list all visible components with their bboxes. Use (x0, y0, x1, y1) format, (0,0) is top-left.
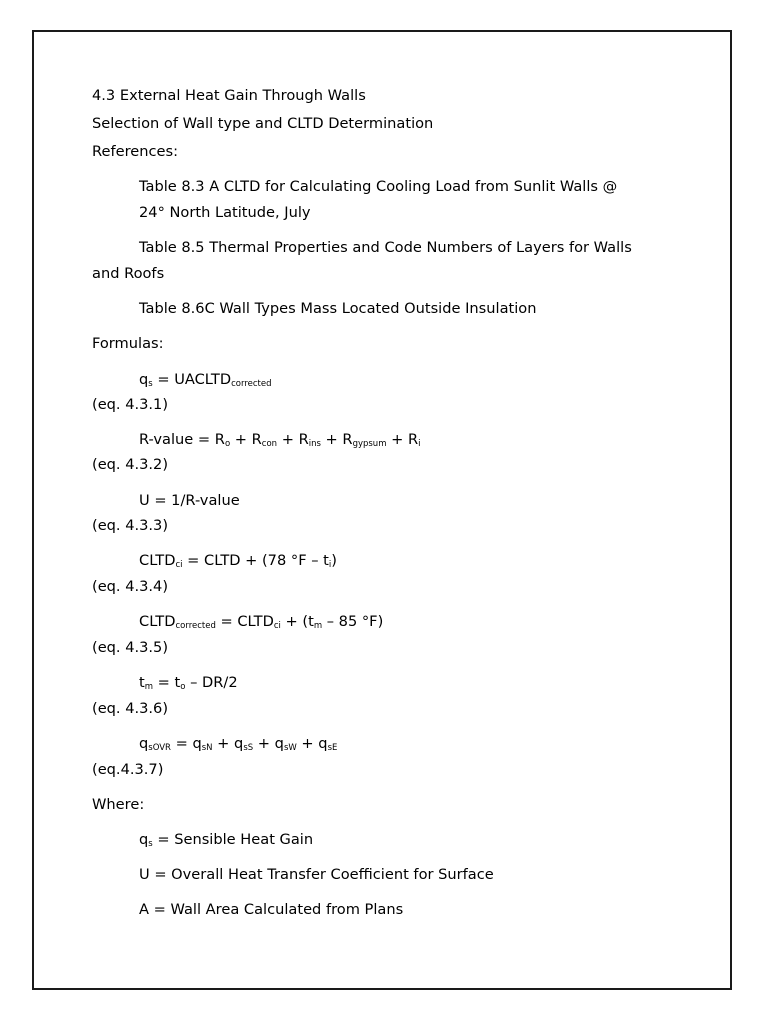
reference-1-line-1: Table 8.3 A CLTD for Calculating Cooling Load from Sunlit Walls @ (139, 178, 618, 195)
equation-4-3-7: $q_{sOVR} = q_{sN} + q_{sS} + q_{sW} + q_{sE}$ (139, 735, 338, 753)
equation-4-3-6: $t_m = t_o - DR/2$ (139, 674, 238, 692)
definition-u: U = Overall Heat Transfer Coefficient for Surface (139, 866, 494, 883)
equation-4-3-5: $CLTD_{corrected}$ = $CLTD_{ci} + (t_m - 85$ °F) (139, 613, 384, 631)
section-heading: 4.3 External Heat Gain Through Walls (92, 87, 366, 104)
equation-label-4-3-4: (eq. 4.3.4) (92, 578, 169, 595)
equation-label-4-3-2: (eq. 4.3.2) (92, 456, 169, 473)
page-border (32, 30, 732, 990)
reference-3: Table 8.6C Wall Types Mass Located Outside Insulation (139, 300, 537, 317)
equation-4-3-2: R-value = $R_o + R_{con} + R_{ins} + R_{gypsum} + R_i$ (139, 431, 421, 449)
equation-label-4-3-6: (eq. 4.3.6) (92, 700, 169, 717)
equation-label-4-3-5: (eq. 4.3.5) (92, 639, 169, 656)
reference-1-line-2: 24° North Latitude, July (139, 204, 311, 221)
formulas-label: Formulas: (92, 335, 164, 352)
equation-label-4-3-1: (eq. 4.3.1) (92, 396, 169, 413)
equation-4-3-1: $q_s$ = $UACLTD_{corrected}$ (139, 371, 272, 389)
definition-a: A = Wall Area Calculated from Plans (139, 901, 404, 918)
where-label: Where: (92, 796, 145, 813)
reference-2-line-2: and Roofs (92, 265, 165, 282)
definition-qs: $q_s$ = Sensible Heat Gain (139, 831, 314, 849)
reference-2-line-1: Table 8.5 Thermal Properties and Code Numbers of Layers for Walls (139, 239, 632, 256)
equation-label-4-3-7: (eq.4.3.7) (92, 761, 164, 778)
references-label: References: (92, 143, 179, 160)
subtitle: Selection of Wall type and CLTD Determination (92, 115, 434, 132)
equation-label-4-3-3: (eq. 4.3.3) (92, 517, 169, 534)
equation-4-3-3: U = 1/R-value (139, 492, 240, 509)
equation-4-3-4: $CLTD_{ci}$ = CLTD + (78 $^\circ F - t_i$) (139, 552, 337, 570)
